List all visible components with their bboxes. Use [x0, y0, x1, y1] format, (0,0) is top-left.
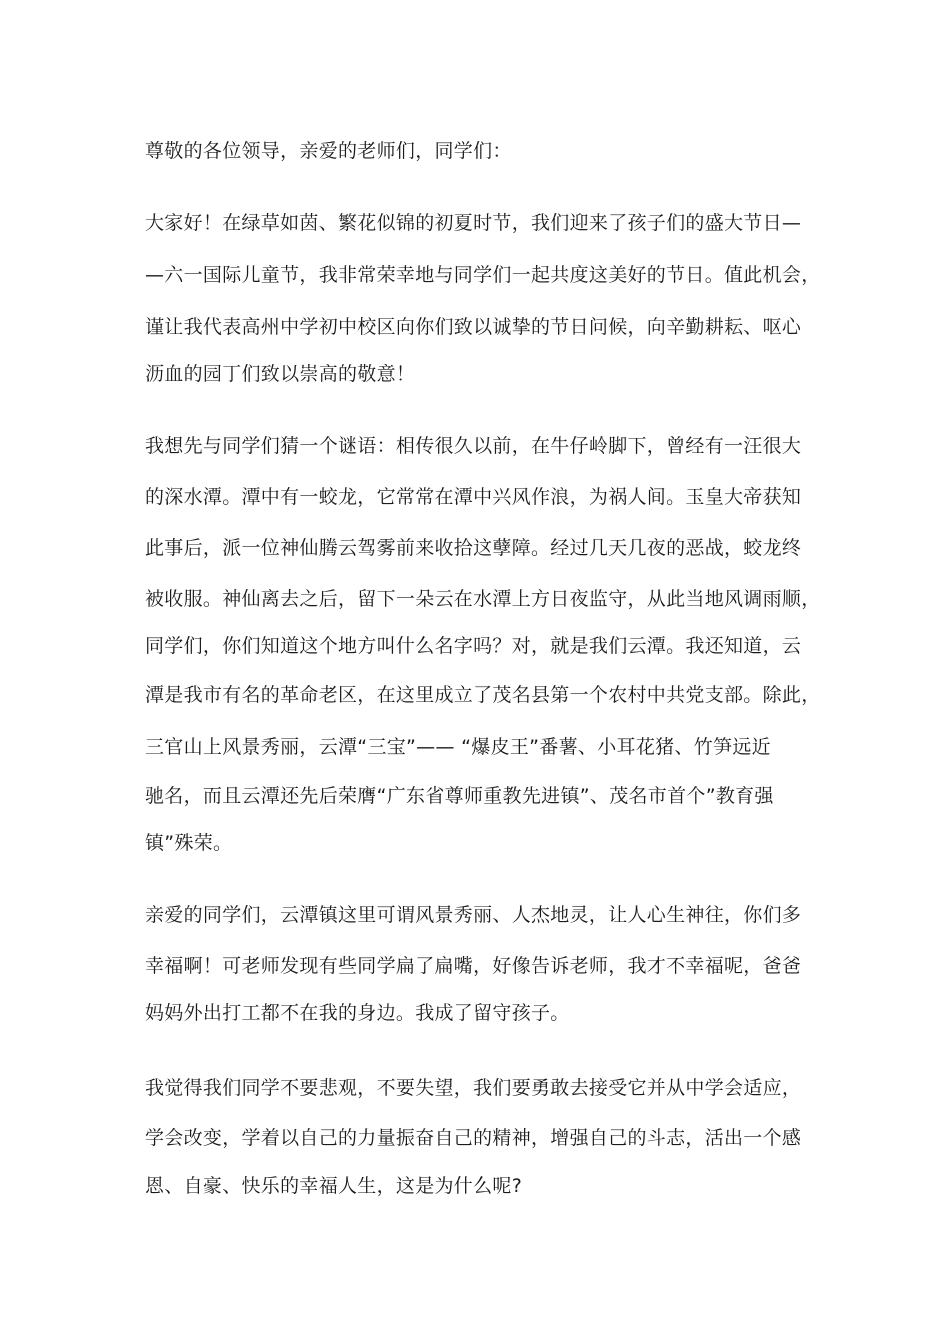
paragraph-3-line-2: 幸福啊！可老师发现有些同学扁了扁嘴，好像告诉老师，我才不幸福呢，爸爸 [145, 955, 802, 977]
paragraph-2-line-3: 此事后，派一位神仙腾云驾雾前来收拾这孽障。经过几天几夜的恶战，蛟龙终 [145, 537, 802, 559]
paragraph-1-line-2: —六一国际儿童节，我非常荣幸地与同学们一起共度这美好的节日。值此机会， [145, 264, 821, 286]
paragraph-4-line-2: 学会改变，学着以自己的力量振奋自己的精神，增强自己的斗志，活出一个感 [145, 1127, 802, 1149]
paragraph-2-line-9: 镇”殊荣。 [145, 832, 233, 854]
paragraph-1-line-1: 大家好！在绿草如茵、繁花似锦的初夏时节，我们迎来了孩子们的盛大节日— [145, 212, 802, 234]
paragraph-2-line-1: 我想先与同学们猜一个谜语：相传很久以前，在牛仔岭脚下，曾经有一汪很大 [145, 435, 802, 457]
paragraph-3-line-3: 妈妈外出打工都不在我的身边。我成了留守孩子。 [145, 1002, 570, 1024]
paragraph-2-line-6: 潭是我市有名的革命老区，在这里成立了茂名县第一个农村中共党支部。除此， [145, 684, 821, 706]
paragraph-1-line-3: 谨让我代表高州中学初中校区向你们致以诚挚的节日问候，向辛勤耕耘、呕心 [145, 316, 802, 338]
paragraph-2-line-2: 的深水潭。潭中有一蛟龙，它常常在潭中兴风作浪，为祸人间。玉皇大帝获知 [145, 486, 802, 508]
paragraph-4-line-1: 我觉得我们同学不要悲观，不要失望，我们要勇敢去接受它并从中学会适应， [145, 1077, 802, 1099]
paragraph-4-line-3: 恩、自豪、快乐的幸福人生，这是为什么呢? [145, 1175, 523, 1197]
paragraph-3-line-1: 亲爱的同学们，云潭镇这里可谓风景秀丽、人杰地灵，让人心生神往，你们多 [145, 904, 802, 926]
paragraph-2-line-8: 驰名，而且云潭还先后荣膺“广东省尊师重教先进镇”、茂名市首个”教育强 [145, 785, 774, 807]
salutation: 尊敬的各位领导，亲爱的老师们，同学们： [145, 140, 512, 162]
paragraph-2-line-7: 三官山上风景秀丽，云潭“三宝”—— “爆皮王”番薯、小耳花猪、竹笋远近 [145, 736, 771, 758]
paragraph-2-line-5: 同学们，你们知道这个地方叫什么名字吗？对，就是我们云潭。我还知道，云 [145, 635, 802, 657]
paragraph-2-line-4: 被收服。神仙离去之后，留下一朵云在水潭上方日夜监守，从此当地风调雨顺， [145, 588, 821, 610]
paragraph-1-line-4: 沥血的园丁们致以崇高的敬意！ [145, 363, 416, 385]
